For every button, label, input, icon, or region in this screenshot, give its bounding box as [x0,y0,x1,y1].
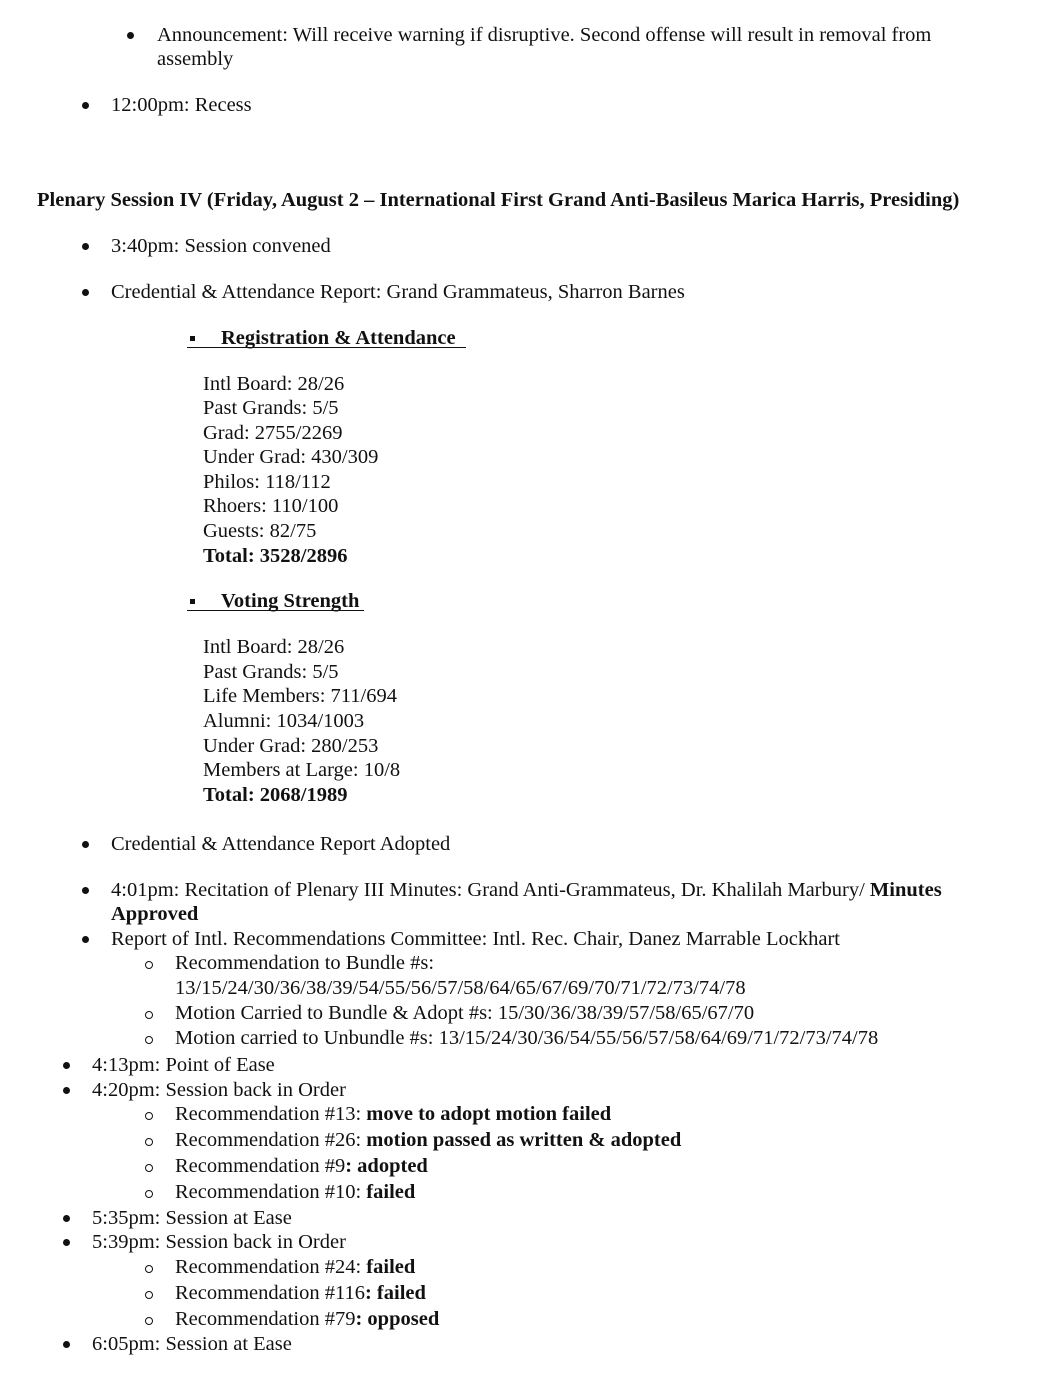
rec-committee-item: Report of Intl. Recommendations Committee: Intl. Rec. Chair, Danez Marrable Lockhart [111,928,840,950]
report-adopted-item: Credential & Attendance Report Adopted [111,833,451,855]
unbundle-item: Motion carried to Unbundle #s: 13/15/24/30/36/54/55/56/57/58/64/69/71/72/73/74/78 [175,1027,879,1049]
minutes-item [111,878,942,902]
recommendation-item [175,1102,611,1126]
registration-line: Past Grands: 5/5 [203,397,339,419]
bullet-icon [82,887,89,894]
circle-bullet-icon [145,1190,153,1198]
registration-line: Guests: 82/75 [203,520,317,542]
ease-item-3: 6:05pm: Session at Ease [92,1333,292,1355]
recommendation-result: failed [366,1181,416,1203]
circle-bullet-icon [145,1317,153,1325]
bullet-icon [63,1215,70,1222]
recommendation-label: Recommendation #9 [175,1155,346,1177]
recommendation-item [175,1281,426,1305]
session-heading: Plenary Session IV (Friday, August 2 – International First Grand Anti-Basileus Marica Harris, Presiding) [37,189,960,211]
recess-item: 12:00pm: Recess [111,94,252,116]
recommendation-item [175,1307,439,1331]
bullet-icon [82,289,89,296]
voting-total: Total: 2068/1989 [203,784,348,806]
bullet-icon [82,936,89,943]
recommendation-item [175,1255,415,1279]
recommendation-label: Recommendation #26: [175,1129,367,1151]
bundle-item-line-1: Recommendation to Bundle #s: [175,952,435,974]
voting-line: Intl Board: 28/26 [203,636,345,658]
recommendation-item [175,1128,681,1152]
ease-item-1: 4:13pm: Point of Ease [92,1054,275,1076]
recommendation-item [175,1154,428,1178]
minutes-text: 4:01pm: Recitation of Plenary III Minutes: Grand Anti-Grammateus, Dr. Khalilah Marbury/ [111,879,870,901]
credential-report-item: Credential & Attendance Report: Grand Grammateus, Sharron Barnes [111,281,685,303]
bundle-adopt-item: Motion Carried to Bundle & Adopt #s: 15/30/36/38/39/57/58/65/67/70 [175,1002,755,1024]
registration-line: Philos: 118/112 [203,471,331,493]
registration-total: Total: 3528/2896 [203,545,348,567]
circle-bullet-icon [145,1164,153,1172]
order-item-2: 5:39pm: Session back in Order [92,1231,346,1253]
registration-line: Grad: 2755/2269 [203,422,343,444]
bullet-icon [82,243,89,250]
circle-bullet-icon [145,1138,153,1146]
bullet-icon [63,1062,70,1069]
minutes-approved: Approved [111,903,199,925]
circle-bullet-icon [145,1112,153,1120]
recommendation-item [175,1180,415,1204]
bullet-icon [63,1341,70,1348]
recommendation-label: Recommendation #13: [175,1103,367,1125]
registration-line: Rhoers: 110/100 [203,495,339,517]
registration-title: Registration & Attendance [221,327,456,349]
recommendation-result: move to adopt motion failed [366,1103,612,1125]
recommendation-result: motion passed as written & adopted [366,1129,682,1151]
convened-item: 3:40pm: Session convened [111,235,331,257]
ease-item-2: 5:35pm: Session at Ease [92,1207,292,1229]
circle-bullet-icon [145,961,153,969]
registration-line: Intl Board: 28/26 [203,373,345,395]
bullet-icon [82,841,89,848]
voting-line: Life Members: 711/694 [203,685,397,707]
order-item-1: 4:20pm: Session back in Order [92,1079,346,1101]
voting-title: Voting Strength [221,590,360,612]
bullet-icon [82,102,89,109]
bundle-item-line-2: 13/15/24/30/36/38/39/54/55/56/57/58/64/65/67/69/70/71/72/73/74/78 [175,977,746,999]
minutes-bold: Minutes [869,879,942,901]
recommendation-label: Recommendation #24: [175,1256,367,1278]
voting-line: Under Grad: 280/253 [203,735,379,757]
circle-bullet-icon [145,1265,153,1273]
recommendation-label: Recommendation #10: [175,1181,367,1203]
circle-bullet-icon [145,1291,153,1299]
recommendation-result: : adopted [345,1155,428,1177]
bullet-icon [63,1087,70,1094]
announcement-line-2: assembly [157,48,234,70]
recommendation-result: failed [366,1256,416,1278]
voting-line: Past Grands: 5/5 [203,661,339,683]
bullet-icon [127,32,134,39]
circle-bullet-icon [145,1036,153,1044]
announcement-line-1: Announcement: Will receive warning if disruptive. Second offense will result in removal from [157,24,932,46]
voting-line: Alumni: 1034/1003 [203,710,365,732]
circle-bullet-icon [145,1011,153,1019]
registration-line: Under Grad: 430/309 [203,446,379,468]
recommendation-result: : opposed [355,1308,440,1330]
recommendation-result: : failed [364,1282,426,1304]
bullet-icon [63,1239,70,1246]
voting-line: Members at Large: 10/8 [203,759,401,781]
recommendation-label: Recommendation #79 [175,1308,356,1330]
recommendation-label: Recommendation #116 [175,1282,365,1304]
